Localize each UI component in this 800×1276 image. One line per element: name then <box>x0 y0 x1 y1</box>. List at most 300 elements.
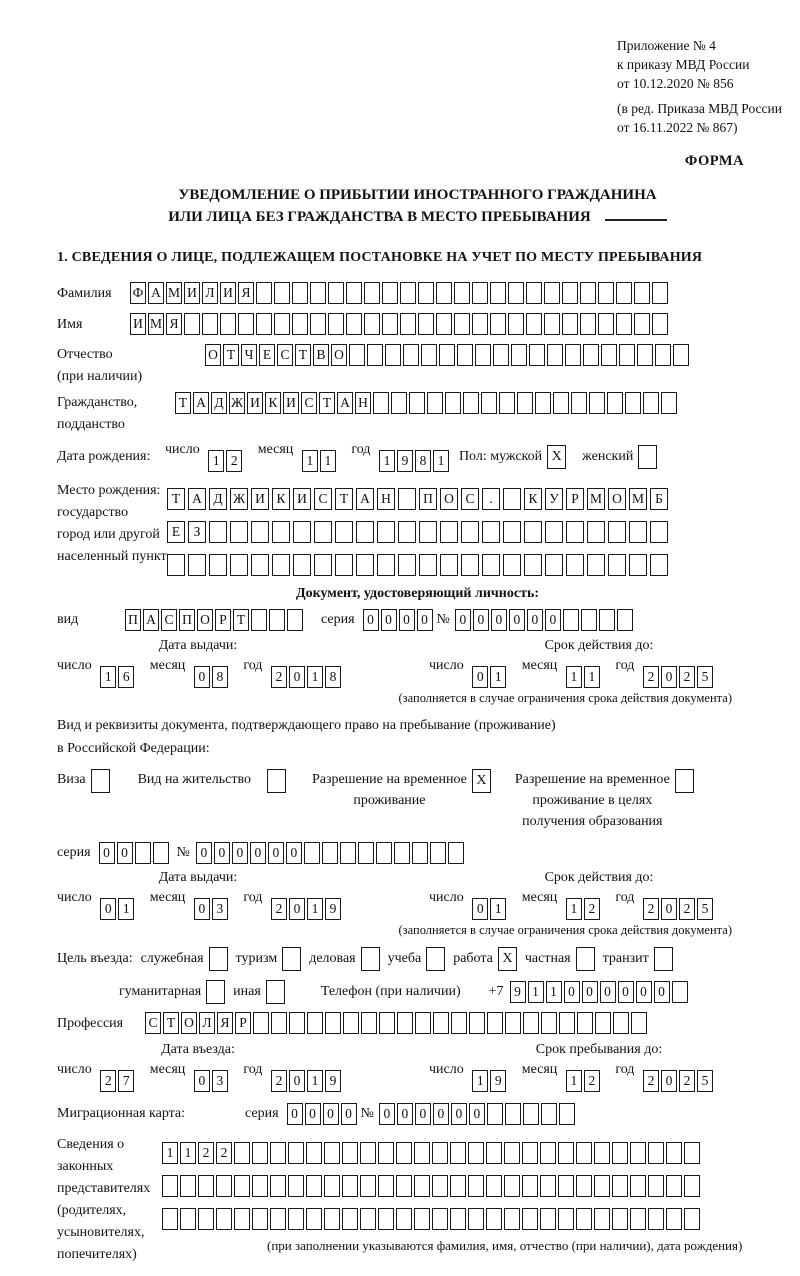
char-box[interactable]: А <box>188 488 206 510</box>
char-box[interactable] <box>505 1103 521 1125</box>
char-box[interactable] <box>180 1175 196 1197</box>
char-box[interactable]: С <box>301 392 317 414</box>
char-box[interactable] <box>433 1012 449 1034</box>
char-box[interactable]: 0 <box>100 898 116 920</box>
char-box[interactable] <box>634 313 650 335</box>
char-box[interactable] <box>562 313 578 335</box>
char-box[interactable] <box>310 313 326 335</box>
char-box[interactable] <box>427 392 443 414</box>
char-box[interactable] <box>661 392 677 414</box>
char-box[interactable] <box>252 1142 268 1164</box>
char-box[interactable] <box>252 1208 268 1230</box>
char-box[interactable]: Т <box>233 609 249 631</box>
char-box[interactable] <box>432 1175 448 1197</box>
char-box[interactable] <box>629 554 647 576</box>
char-box[interactable]: О <box>440 488 458 510</box>
char-box[interactable]: 2 <box>584 1070 600 1092</box>
char-box[interactable] <box>630 1208 646 1230</box>
char-box[interactable] <box>340 842 356 864</box>
char-box[interactable] <box>468 1175 484 1197</box>
char-box[interactable] <box>188 554 206 576</box>
char-box[interactable]: И <box>184 282 200 304</box>
char-box[interactable]: Т <box>163 1012 179 1034</box>
char-box[interactable]: Ж <box>230 488 248 510</box>
char-box[interactable] <box>272 521 290 543</box>
char-box[interactable] <box>461 554 479 576</box>
char-box[interactable] <box>450 1208 466 1230</box>
char-box[interactable]: 5 <box>697 666 713 688</box>
char-box[interactable]: И <box>220 282 236 304</box>
char-box[interactable]: Р <box>566 488 584 510</box>
char-box[interactable] <box>342 1208 358 1230</box>
char-box[interactable]: 2 <box>679 666 695 688</box>
char-box[interactable]: 6 <box>118 666 134 688</box>
char-box[interactable] <box>335 554 353 576</box>
char-box[interactable] <box>472 282 488 304</box>
char-box[interactable] <box>269 609 285 631</box>
char-box[interactable] <box>517 392 533 414</box>
char-box[interactable]: 0 <box>268 842 284 864</box>
char-box[interactable]: 0 <box>469 1103 485 1125</box>
char-box[interactable]: 1 <box>320 450 336 472</box>
purpose-transit-checkbox[interactable] <box>654 947 673 971</box>
char-box[interactable]: 0 <box>323 1103 339 1125</box>
char-box[interactable] <box>648 1175 664 1197</box>
char-box[interactable] <box>378 1175 394 1197</box>
char-box[interactable] <box>524 554 542 576</box>
char-box[interactable] <box>238 313 254 335</box>
char-box[interactable] <box>540 1208 556 1230</box>
char-box[interactable] <box>524 521 542 543</box>
char-box[interactable]: 0 <box>473 609 489 631</box>
char-box[interactable] <box>202 313 218 335</box>
char-box[interactable] <box>274 282 290 304</box>
char-box[interactable] <box>672 981 688 1003</box>
char-box[interactable] <box>379 1012 395 1034</box>
char-box[interactable]: 9 <box>510 981 526 1003</box>
char-box[interactable]: 0 <box>661 666 677 688</box>
char-box[interactable]: К <box>265 392 281 414</box>
char-box[interactable]: А <box>337 392 353 414</box>
char-box[interactable]: 0 <box>363 609 379 631</box>
char-box[interactable] <box>540 1175 556 1197</box>
char-box[interactable] <box>162 1175 178 1197</box>
char-box[interactable]: 0 <box>618 981 634 1003</box>
char-box[interactable] <box>414 1142 430 1164</box>
char-box[interactable] <box>450 1142 466 1164</box>
char-box[interactable] <box>486 1175 502 1197</box>
char-box[interactable] <box>400 313 416 335</box>
char-box[interactable] <box>421 344 437 366</box>
char-box[interactable]: 2 <box>271 1070 287 1092</box>
char-box[interactable]: Р <box>235 1012 251 1034</box>
char-box[interactable]: И <box>251 488 269 510</box>
char-box[interactable] <box>230 554 248 576</box>
char-box[interactable] <box>376 842 392 864</box>
char-box[interactable]: В <box>313 344 329 366</box>
char-box[interactable] <box>415 1012 431 1034</box>
char-box[interactable] <box>361 1012 377 1034</box>
purpose-private-checkbox[interactable] <box>576 947 595 971</box>
char-box[interactable] <box>580 313 596 335</box>
char-box[interactable]: Т <box>319 392 335 414</box>
char-box[interactable] <box>450 1175 466 1197</box>
char-box[interactable] <box>608 521 626 543</box>
char-box[interactable]: И <box>130 313 146 335</box>
char-box[interactable] <box>587 554 605 576</box>
char-box[interactable]: Т <box>335 488 353 510</box>
char-box[interactable] <box>457 344 473 366</box>
char-box[interactable] <box>504 1175 520 1197</box>
char-box[interactable]: 0 <box>636 981 652 1003</box>
char-box[interactable]: 0 <box>491 609 507 631</box>
char-box[interactable] <box>526 313 542 335</box>
char-box[interactable] <box>508 282 524 304</box>
char-box[interactable]: 1 <box>180 1142 196 1164</box>
char-box[interactable] <box>288 1175 304 1197</box>
char-box[interactable] <box>508 313 524 335</box>
char-box[interactable]: 8 <box>212 666 228 688</box>
char-box[interactable] <box>216 1208 232 1230</box>
char-box[interactable] <box>526 282 542 304</box>
char-box[interactable] <box>396 1142 412 1164</box>
char-box[interactable] <box>209 521 227 543</box>
char-box[interactable] <box>398 554 416 576</box>
char-box[interactable]: Т <box>295 344 311 366</box>
char-box[interactable] <box>324 1142 340 1164</box>
char-box[interactable]: 1 <box>307 666 323 688</box>
char-box[interactable] <box>234 1175 250 1197</box>
char-box[interactable]: М <box>587 488 605 510</box>
char-box[interactable] <box>307 1012 323 1034</box>
char-box[interactable]: З <box>188 521 206 543</box>
char-box[interactable] <box>342 1142 358 1164</box>
char-box[interactable] <box>541 1012 557 1034</box>
char-box[interactable] <box>414 1208 430 1230</box>
char-box[interactable] <box>544 282 560 304</box>
char-box[interactable] <box>558 1175 574 1197</box>
char-box[interactable] <box>135 842 151 864</box>
char-box[interactable]: 1 <box>379 450 395 472</box>
char-box[interactable] <box>432 1208 448 1230</box>
char-box[interactable] <box>270 1175 286 1197</box>
char-box[interactable] <box>503 521 521 543</box>
char-box[interactable] <box>253 1012 269 1034</box>
char-box[interactable] <box>335 521 353 543</box>
char-box[interactable]: 1 <box>566 666 582 688</box>
char-box[interactable] <box>503 554 521 576</box>
char-box[interactable]: 0 <box>379 1103 395 1125</box>
char-box[interactable] <box>346 282 362 304</box>
temp-residence-checkbox[interactable]: X <box>472 769 491 793</box>
char-box[interactable] <box>594 1208 610 1230</box>
char-box[interactable] <box>230 521 248 543</box>
char-box[interactable]: 0 <box>527 609 543 631</box>
char-box[interactable] <box>397 1012 413 1034</box>
char-box[interactable]: М <box>629 488 647 510</box>
char-box[interactable] <box>322 842 338 864</box>
char-box[interactable] <box>523 1012 539 1034</box>
char-box[interactable]: П <box>125 609 141 631</box>
char-box[interactable]: 0 <box>433 1103 449 1125</box>
char-box[interactable]: Я <box>238 282 254 304</box>
char-box[interactable] <box>346 313 362 335</box>
char-box[interactable] <box>382 282 398 304</box>
char-box[interactable]: Е <box>259 344 275 366</box>
char-box[interactable] <box>325 1012 341 1034</box>
char-box[interactable]: 0 <box>399 609 415 631</box>
char-box[interactable] <box>490 313 506 335</box>
char-box[interactable] <box>472 313 488 335</box>
char-box[interactable] <box>559 1103 575 1125</box>
char-box[interactable]: С <box>461 488 479 510</box>
char-box[interactable]: 0 <box>194 666 210 688</box>
char-box[interactable]: 2 <box>679 898 695 920</box>
char-box[interactable] <box>270 1142 286 1164</box>
char-box[interactable]: 0 <box>415 1103 431 1125</box>
char-box[interactable] <box>209 554 227 576</box>
char-box[interactable] <box>324 1175 340 1197</box>
char-box[interactable]: О <box>205 344 221 366</box>
char-box[interactable] <box>356 554 374 576</box>
char-box[interactable] <box>594 1175 610 1197</box>
char-box[interactable] <box>666 1208 682 1230</box>
char-box[interactable]: С <box>145 1012 161 1034</box>
char-box[interactable]: 0 <box>545 609 561 631</box>
char-box[interactable]: 9 <box>325 898 341 920</box>
char-box[interactable]: 1 <box>546 981 562 1003</box>
char-box[interactable] <box>504 1142 520 1164</box>
char-box[interactable]: 0 <box>289 666 305 688</box>
char-box[interactable] <box>418 313 434 335</box>
char-box[interactable]: О <box>331 344 347 366</box>
char-box[interactable]: 1 <box>162 1142 178 1164</box>
char-box[interactable]: 0 <box>564 981 580 1003</box>
char-box[interactable] <box>563 609 579 631</box>
char-box[interactable] <box>306 1208 322 1230</box>
char-box[interactable] <box>198 1208 214 1230</box>
char-box[interactable]: 2 <box>584 898 600 920</box>
char-box[interactable]: С <box>314 488 332 510</box>
char-box[interactable] <box>587 521 605 543</box>
char-box[interactable] <box>486 1208 502 1230</box>
char-box[interactable] <box>162 1208 178 1230</box>
char-box[interactable] <box>540 1142 556 1164</box>
char-box[interactable] <box>608 554 626 576</box>
char-box[interactable]: 2 <box>271 666 287 688</box>
char-box[interactable]: Ф <box>130 282 146 304</box>
char-box[interactable] <box>490 282 506 304</box>
char-box[interactable]: Я <box>217 1012 233 1034</box>
char-box[interactable] <box>418 282 434 304</box>
char-box[interactable] <box>400 282 416 304</box>
char-box[interactable]: С <box>161 609 177 631</box>
char-box[interactable]: Ж <box>229 392 245 414</box>
char-box[interactable]: 0 <box>472 666 488 688</box>
char-box[interactable] <box>356 521 374 543</box>
char-box[interactable] <box>505 1012 521 1034</box>
char-box[interactable]: 9 <box>397 450 413 472</box>
char-box[interactable] <box>274 313 290 335</box>
char-box[interactable] <box>454 313 470 335</box>
char-box[interactable] <box>580 282 596 304</box>
char-box[interactable]: 8 <box>415 450 431 472</box>
char-box[interactable] <box>463 392 479 414</box>
char-box[interactable] <box>360 1175 376 1197</box>
char-box[interactable] <box>385 344 401 366</box>
char-box[interactable] <box>577 1012 593 1034</box>
char-box[interactable] <box>306 1142 322 1164</box>
char-box[interactable] <box>571 392 587 414</box>
char-box[interactable]: И <box>247 392 263 414</box>
char-box[interactable]: Н <box>377 488 395 510</box>
char-box[interactable] <box>468 1142 484 1164</box>
char-box[interactable] <box>216 1175 232 1197</box>
char-box[interactable]: Т <box>167 488 185 510</box>
char-box[interactable] <box>451 1012 467 1034</box>
purpose-tourism-checkbox[interactable] <box>282 947 301 971</box>
char-box[interactable]: Б <box>650 488 668 510</box>
char-box[interactable] <box>612 1208 628 1230</box>
char-box[interactable]: 0 <box>341 1103 357 1125</box>
char-box[interactable] <box>419 521 437 543</box>
char-box[interactable] <box>666 1175 682 1197</box>
char-box[interactable]: 2 <box>271 898 287 920</box>
char-box[interactable] <box>650 554 668 576</box>
char-box[interactable] <box>652 282 668 304</box>
char-box[interactable] <box>599 609 615 631</box>
char-box[interactable] <box>440 554 458 576</box>
char-box[interactable] <box>414 1175 430 1197</box>
char-box[interactable] <box>272 554 290 576</box>
char-box[interactable] <box>271 1012 287 1034</box>
char-box[interactable]: Л <box>199 1012 215 1034</box>
char-box[interactable] <box>382 313 398 335</box>
char-box[interactable]: К <box>272 488 290 510</box>
char-box[interactable] <box>448 842 464 864</box>
char-box[interactable] <box>648 1142 664 1164</box>
char-box[interactable]: О <box>181 1012 197 1034</box>
char-box[interactable]: 1 <box>566 898 582 920</box>
char-box[interactable]: А <box>356 488 374 510</box>
char-box[interactable]: 1 <box>302 450 318 472</box>
char-box[interactable]: 7 <box>118 1070 134 1092</box>
char-box[interactable] <box>619 344 635 366</box>
char-box[interactable]: 0 <box>582 981 598 1003</box>
char-box[interactable] <box>310 282 326 304</box>
char-box[interactable] <box>545 554 563 576</box>
purpose-official-checkbox[interactable] <box>209 947 228 971</box>
char-box[interactable]: 2 <box>643 1070 659 1092</box>
char-box[interactable] <box>252 1175 268 1197</box>
char-box[interactable] <box>576 1208 592 1230</box>
char-box[interactable] <box>487 1103 503 1125</box>
char-box[interactable] <box>293 521 311 543</box>
char-box[interactable] <box>409 392 425 414</box>
char-box[interactable] <box>349 344 365 366</box>
char-box[interactable]: И <box>283 392 299 414</box>
char-box[interactable]: 0 <box>196 842 212 864</box>
char-box[interactable] <box>601 344 617 366</box>
char-box[interactable] <box>666 1142 682 1164</box>
char-box[interactable] <box>391 392 407 414</box>
char-box[interactable] <box>360 1208 376 1230</box>
char-box[interactable] <box>566 554 584 576</box>
char-box[interactable] <box>454 282 470 304</box>
char-box[interactable] <box>270 1208 286 1230</box>
char-box[interactable] <box>412 842 428 864</box>
char-box[interactable] <box>153 842 169 864</box>
char-box[interactable]: 2 <box>216 1142 232 1164</box>
char-box[interactable] <box>314 521 332 543</box>
char-box[interactable] <box>394 842 410 864</box>
char-box[interactable] <box>288 1142 304 1164</box>
char-box[interactable] <box>617 609 633 631</box>
char-box[interactable] <box>468 1208 484 1230</box>
char-box[interactable] <box>503 488 521 510</box>
char-box[interactable]: 0 <box>654 981 670 1003</box>
char-box[interactable] <box>576 1175 592 1197</box>
char-box[interactable] <box>544 313 560 335</box>
char-box[interactable]: 0 <box>289 898 305 920</box>
char-box[interactable] <box>343 1012 359 1034</box>
char-box[interactable]: 2 <box>100 1070 116 1092</box>
char-box[interactable] <box>493 344 509 366</box>
char-box[interactable] <box>630 1175 646 1197</box>
char-box[interactable] <box>378 1142 394 1164</box>
char-box[interactable] <box>655 344 671 366</box>
char-box[interactable]: Д <box>211 392 227 414</box>
char-box[interactable] <box>607 392 623 414</box>
char-box[interactable] <box>595 1012 611 1034</box>
char-box[interactable]: 9 <box>490 1070 506 1092</box>
char-box[interactable] <box>594 1142 610 1164</box>
char-box[interactable] <box>566 521 584 543</box>
char-box[interactable]: Р <box>215 609 231 631</box>
char-box[interactable] <box>541 1103 557 1125</box>
char-box[interactable]: 1 <box>566 1070 582 1092</box>
char-box[interactable]: Л <box>202 282 218 304</box>
char-box[interactable] <box>328 282 344 304</box>
char-box[interactable] <box>637 344 653 366</box>
char-box[interactable] <box>378 1208 394 1230</box>
char-box[interactable] <box>324 1208 340 1230</box>
purpose-business-checkbox[interactable] <box>361 947 380 971</box>
char-box[interactable] <box>529 344 545 366</box>
char-box[interactable] <box>643 392 659 414</box>
char-box[interactable] <box>184 313 200 335</box>
char-box[interactable] <box>562 282 578 304</box>
char-box[interactable] <box>630 1142 646 1164</box>
char-box[interactable] <box>198 1175 214 1197</box>
char-box[interactable] <box>648 1208 664 1230</box>
char-box[interactable]: 1 <box>118 898 134 920</box>
char-box[interactable] <box>288 1208 304 1230</box>
char-box[interactable] <box>220 313 236 335</box>
char-box[interactable]: 0 <box>250 842 266 864</box>
char-box[interactable] <box>684 1208 700 1230</box>
char-box[interactable]: 1 <box>528 981 544 1003</box>
char-box[interactable] <box>547 344 563 366</box>
char-box[interactable]: П <box>179 609 195 631</box>
char-box[interactable]: Ч <box>241 344 257 366</box>
char-box[interactable]: 5 <box>697 898 713 920</box>
char-box[interactable] <box>251 521 269 543</box>
purpose-other-checkbox[interactable] <box>266 980 285 1004</box>
char-box[interactable]: 1 <box>208 450 224 472</box>
char-box[interactable]: О <box>608 488 626 510</box>
char-box[interactable] <box>180 1208 196 1230</box>
